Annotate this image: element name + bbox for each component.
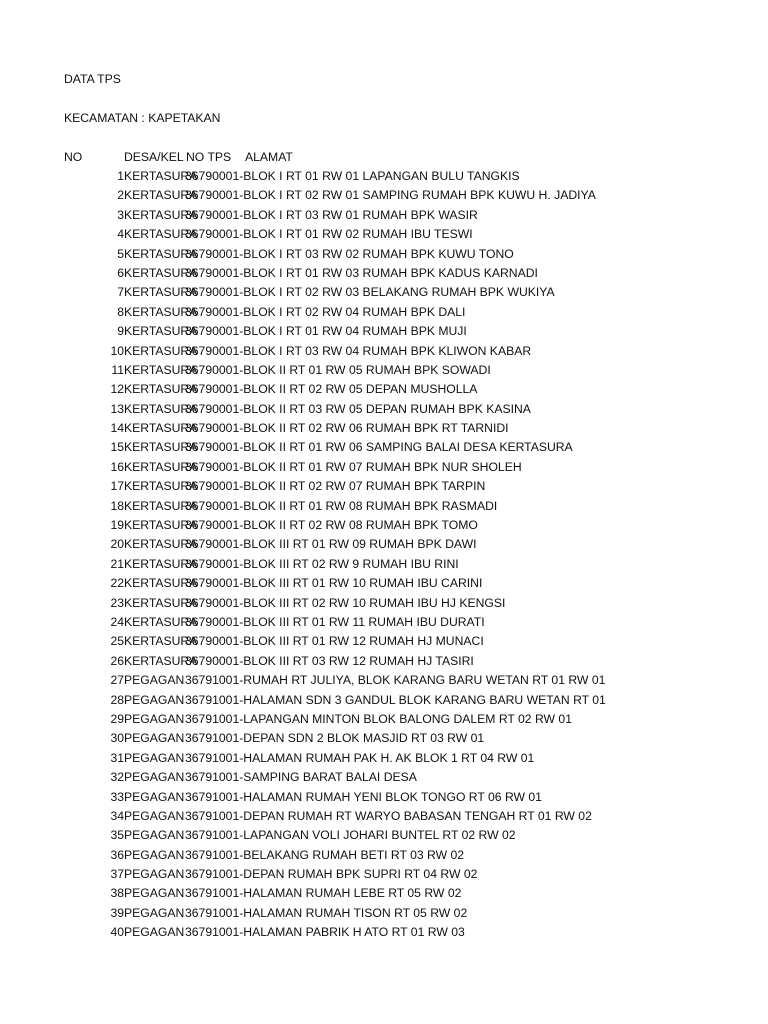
row-no: 20: [110, 537, 124, 552]
row-tps-alamat: 36791001-DEPAN RUMAH RT WARYO BABASAN TENGAH RT 01 RW 02: [185, 808, 592, 823]
table-row: [0, 478, 768, 497]
row-desa: KERTASURA: [124, 169, 198, 183]
row-no: 14: [110, 421, 124, 436]
row-desa: PEGAGAN: [124, 867, 185, 882]
table-row: [0, 207, 768, 226]
row-no: 1: [117, 169, 124, 183]
row-tps-alamat: 36791001-HALAMAN SDN 3 GANDUL BLOK KARANG BARU WETAN RT 01: [185, 692, 606, 707]
row-tps-alamat: 36790001-BLOK II RT 02 RW 08 RUMAH BPK TOMO: [185, 518, 478, 533]
row-tps-alamat: 36791001-HALAMAN RUMAH PAK H. AK BLOK 1 RT 04 RW 01: [185, 750, 535, 765]
row-no: 32: [110, 770, 124, 785]
table-row: [0, 730, 768, 749]
row-desa: KERTASURA: [124, 246, 198, 261]
row-no: 4: [117, 227, 124, 242]
row-tps-alamat: 36791001-HALAMAN PABRIK H ATO RT 01 RW 03: [185, 925, 465, 940]
row-desa: PEGAGAN: [124, 711, 185, 726]
row-desa: KERTASURA: [124, 479, 198, 494]
row-no: 30: [110, 731, 124, 746]
row-desa: KERTASURA: [124, 343, 198, 358]
row-tps-alamat: 36790001-BLOK II RT 02 RW 07 RUMAH BPK TARPIN: [185, 479, 486, 494]
table-row: [0, 789, 768, 808]
table-row: [0, 653, 768, 672]
table-row: [0, 362, 768, 381]
row-desa: PEGAGAN: [124, 789, 185, 804]
row-no: 5: [117, 246, 124, 261]
row-no: 31: [110, 750, 124, 765]
row-no: 27: [110, 673, 124, 688]
row-tps-alamat: 36791001-SAMPING BARAT BALAI DESA: [185, 770, 417, 785]
row-desa: PEGAGAN: [124, 750, 185, 765]
row-no: 38: [110, 886, 124, 901]
row-desa: KERTASURA: [124, 556, 198, 571]
table-row: [0, 187, 768, 206]
row-tps-alamat: 36790001-BLOK I RT 01 RW 01 LAPANGAN BULU TANGKIS: [185, 169, 520, 183]
row-desa: KERTASURA: [124, 362, 198, 377]
table-row: [0, 672, 768, 691]
row-desa: KERTASURA: [124, 518, 198, 533]
row-desa: PEGAGAN: [124, 808, 185, 823]
table-row: [0, 575, 768, 594]
row-desa: PEGAGAN: [124, 905, 185, 920]
row-desa: KERTASURA: [124, 188, 198, 203]
row-desa: KERTASURA: [124, 576, 198, 591]
row-tps-alamat: 36790001-BLOK I RT 02 RW 01 SAMPING RUMAH BPK KUWU H. JADIYA: [185, 188, 596, 203]
table-row: [0, 401, 768, 420]
table-row: [0, 381, 768, 400]
row-desa: KERTASURA: [124, 324, 198, 339]
row-no: 17: [110, 479, 124, 494]
row-tps-alamat: 36791001-LAPANGAN VOLI JOHARI BUNTEL RT 02 RW 02: [185, 828, 516, 843]
row-no: 24: [110, 614, 124, 629]
row-tps-alamat: 36790001-BLOK I RT 03 RW 01 RUMAH BPK WASIR: [185, 207, 478, 222]
row-desa: KERTASURA: [124, 207, 198, 222]
row-tps-alamat: 36790001-BLOK II RT 02 RW 05 DEPAN MUSHOLLA: [185, 382, 478, 397]
document-title: DATA TPS: [64, 72, 121, 86]
row-tps-alamat: 36790001-BLOK I RT 01 RW 02 RUMAH IBU TESWI: [185, 227, 473, 242]
row-no: 12: [110, 382, 124, 397]
row-tps-alamat: 36790001-BLOK III RT 01 RW 09 RUMAH BPK DAWI: [185, 537, 477, 552]
table-row: [0, 517, 768, 536]
row-desa: PEGAGAN: [124, 692, 185, 707]
row-desa: KERTASURA: [124, 304, 198, 319]
row-desa: PEGAGAN: [124, 673, 185, 688]
table-row: [0, 168, 768, 187]
row-no: 19: [110, 518, 124, 533]
table-row: [0, 633, 768, 652]
table-row: [0, 692, 768, 711]
row-tps-alamat: 36791001-DEPAN RUMAH BPK SUPRI RT 04 RW 02: [185, 867, 478, 882]
row-desa: KERTASURA: [124, 537, 198, 552]
row-desa: PEGAGAN: [124, 770, 185, 785]
row-tps-alamat: 36790001-BLOK I RT 02 RW 04 RUMAH BPK DALI: [185, 304, 466, 319]
row-desa: PEGAGAN: [124, 925, 185, 940]
row-no: 21: [110, 556, 124, 571]
row-tps-alamat: 36791001-DEPAN SDN 2 BLOK MASJID RT 03 RW 01: [185, 731, 485, 746]
row-no: 37: [110, 867, 124, 882]
header-desa: DESA/KEL: [124, 150, 184, 164]
row-desa: PEGAGAN: [124, 828, 185, 843]
row-no: 36: [110, 847, 124, 862]
row-tps-alamat: 36790001-BLOK II RT 03 RW 05 DEPAN RUMAH BPK KASINA: [185, 401, 531, 416]
row-no: 13: [110, 401, 124, 416]
row-desa: PEGAGAN: [124, 886, 185, 901]
table-row: [0, 459, 768, 478]
row-tps-alamat: 36790001-BLOK II RT 01 RW 05 RUMAH BPK SOWADI: [185, 362, 491, 377]
row-no: 10: [110, 343, 124, 358]
row-no: 3: [117, 207, 124, 222]
table-row: [0, 304, 768, 323]
row-tps-alamat: 36790001-BLOK II RT 02 RW 06 RUMAH BPK RT TARNIDI: [185, 421, 509, 436]
row-tps-alamat: 36790001-BLOK III RT 01 RW 10 RUMAH IBU CARINI: [185, 576, 483, 591]
row-tps-alamat: 36791001-HALAMAN RUMAH YENI BLOK TONGO RT 06 RW 01: [185, 789, 542, 804]
row-desa: KERTASURA: [124, 614, 198, 629]
row-tps-alamat: 36791001-HALAMAN RUMAH TISON RT 05 RW 02: [185, 905, 468, 920]
row-no: 34: [110, 808, 124, 823]
table-row: [0, 439, 768, 458]
row-tps-alamat: 36791001-LAPANGAN MINTON BLOK BALONG DALEM RT 02 RW 01: [185, 711, 572, 726]
table-row: [0, 226, 768, 245]
row-no: 15: [110, 440, 124, 455]
table-row: [0, 711, 768, 730]
row-no: 26: [110, 653, 124, 668]
row-desa: KERTASURA: [124, 382, 198, 397]
table-row: [0, 265, 768, 284]
row-no: 40: [110, 925, 124, 940]
table-row: [0, 498, 768, 517]
row-tps-alamat: 36790001-BLOK II RT 01 RW 06 SAMPING BALAI DESA KERTASURA: [185, 440, 573, 455]
table-row: [0, 343, 768, 362]
row-no: 23: [110, 595, 124, 610]
row-no: 7: [117, 285, 124, 300]
row-desa: KERTASURA: [124, 285, 198, 300]
row-tps-alamat: 36790001-BLOK III RT 02 RW 10 RUMAH IBU HJ KENGSI: [185, 595, 506, 610]
row-no: 39: [110, 905, 124, 920]
table-row: [0, 614, 768, 633]
row-tps-alamat: 36790001-BLOK I RT 01 RW 04 RUMAH BPK MUJI: [185, 324, 467, 339]
row-no: 11: [111, 362, 124, 377]
header-no: NO: [64, 150, 83, 164]
table-row: [0, 536, 768, 555]
row-no: 6: [117, 265, 124, 280]
row-no: 28: [110, 692, 124, 707]
row-desa: PEGAGAN: [124, 731, 185, 746]
table-row: [0, 885, 768, 904]
row-no: 22: [110, 576, 124, 591]
header-notps: NO TPS: [186, 150, 232, 164]
row-desa: KERTASURA: [124, 595, 198, 610]
table-row: [0, 827, 768, 846]
row-no: 25: [110, 634, 124, 649]
row-no: 35: [110, 828, 124, 843]
row-tps-alamat: 36790001-BLOK I RT 03 RW 04 RUMAH BPK KLIWON KABAR: [185, 343, 532, 358]
row-no: 9: [117, 324, 124, 339]
table-row: [0, 924, 768, 943]
row-tps-alamat: 36790001-BLOK I RT 01 RW 03 RUMAH BPK KADUS KARNADI: [185, 265, 538, 280]
table-row: [0, 808, 768, 827]
row-no: 18: [110, 498, 124, 513]
table-row: [0, 866, 768, 885]
kecamatan-label: KECAMATAN : KAPETAKAN: [64, 111, 221, 125]
row-no: 29: [110, 711, 124, 726]
row-tps-alamat: 36790001-BLOK III RT 03 RW 12 RUMAH HJ TASIRI: [185, 653, 474, 668]
row-tps-alamat: 36790001-BLOK II RT 01 RW 07 RUMAH BPK NUR SHOLEH: [185, 459, 522, 474]
row-desa: KERTASURA: [124, 421, 198, 436]
row-tps-alamat: 36790001-BLOK III RT 02 RW 9 RUMAH IBU RINI: [185, 556, 459, 571]
table-row: [0, 750, 768, 769]
row-tps-alamat: 36790001-BLOK I RT 03 RW 02 RUMAH BPK KUWU TONO: [185, 246, 514, 261]
table-row: [0, 284, 768, 303]
row-desa: KERTASURA: [124, 498, 198, 513]
table-row: [0, 847, 768, 866]
table-row: [0, 323, 768, 342]
row-no: 8: [117, 304, 124, 319]
row-desa: KERTASURA: [124, 227, 198, 242]
table-row: [0, 556, 768, 575]
row-desa: KERTASURA: [124, 401, 198, 416]
row-no: 16: [110, 459, 124, 474]
row-tps-alamat: 36790001-BLOK II RT 01 RW 08 RUMAH BPK RASMADI: [185, 498, 498, 513]
row-desa: KERTASURA: [124, 265, 198, 280]
row-no: 33: [110, 789, 124, 804]
table-row: [0, 769, 768, 788]
row-tps-alamat: 36791001-HALAMAN RUMAH LEBE RT 05 RW 02: [185, 886, 462, 901]
table-row: [0, 246, 768, 265]
row-desa: KERTASURA: [124, 653, 198, 668]
row-tps-alamat: 36790001-BLOK I RT 02 RW 03 BELAKANG RUMAH BPK WUKIYA: [185, 285, 555, 300]
header-alamat: ALAMAT: [245, 150, 293, 164]
row-tps-alamat: 36791001-BELAKANG RUMAH BETI RT 03 RW 02: [185, 847, 465, 862]
row-no: 2: [117, 188, 124, 203]
row-tps-alamat: 36790001-BLOK III RT 01 RW 12 RUMAH HJ MUNACI: [185, 634, 484, 649]
table-row: [0, 420, 768, 439]
row-tps-alamat: 36791001-RUMAH RT JULIYA, BLOK KARANG BARU WETAN RT 01 RW 01: [185, 673, 606, 688]
row-desa: KERTASURA: [124, 459, 198, 474]
row-tps-alamat: 36790001-BLOK III RT 01 RW 11 RUMAH IBU DURATI: [185, 614, 485, 629]
row-desa: KERTASURA: [124, 440, 198, 455]
tps-table-body: [0, 168, 768, 944]
table-row: [0, 905, 768, 924]
row-desa: PEGAGAN: [124, 847, 185, 862]
row-desa: KERTASURA: [124, 634, 198, 649]
table-row: [0, 595, 768, 614]
